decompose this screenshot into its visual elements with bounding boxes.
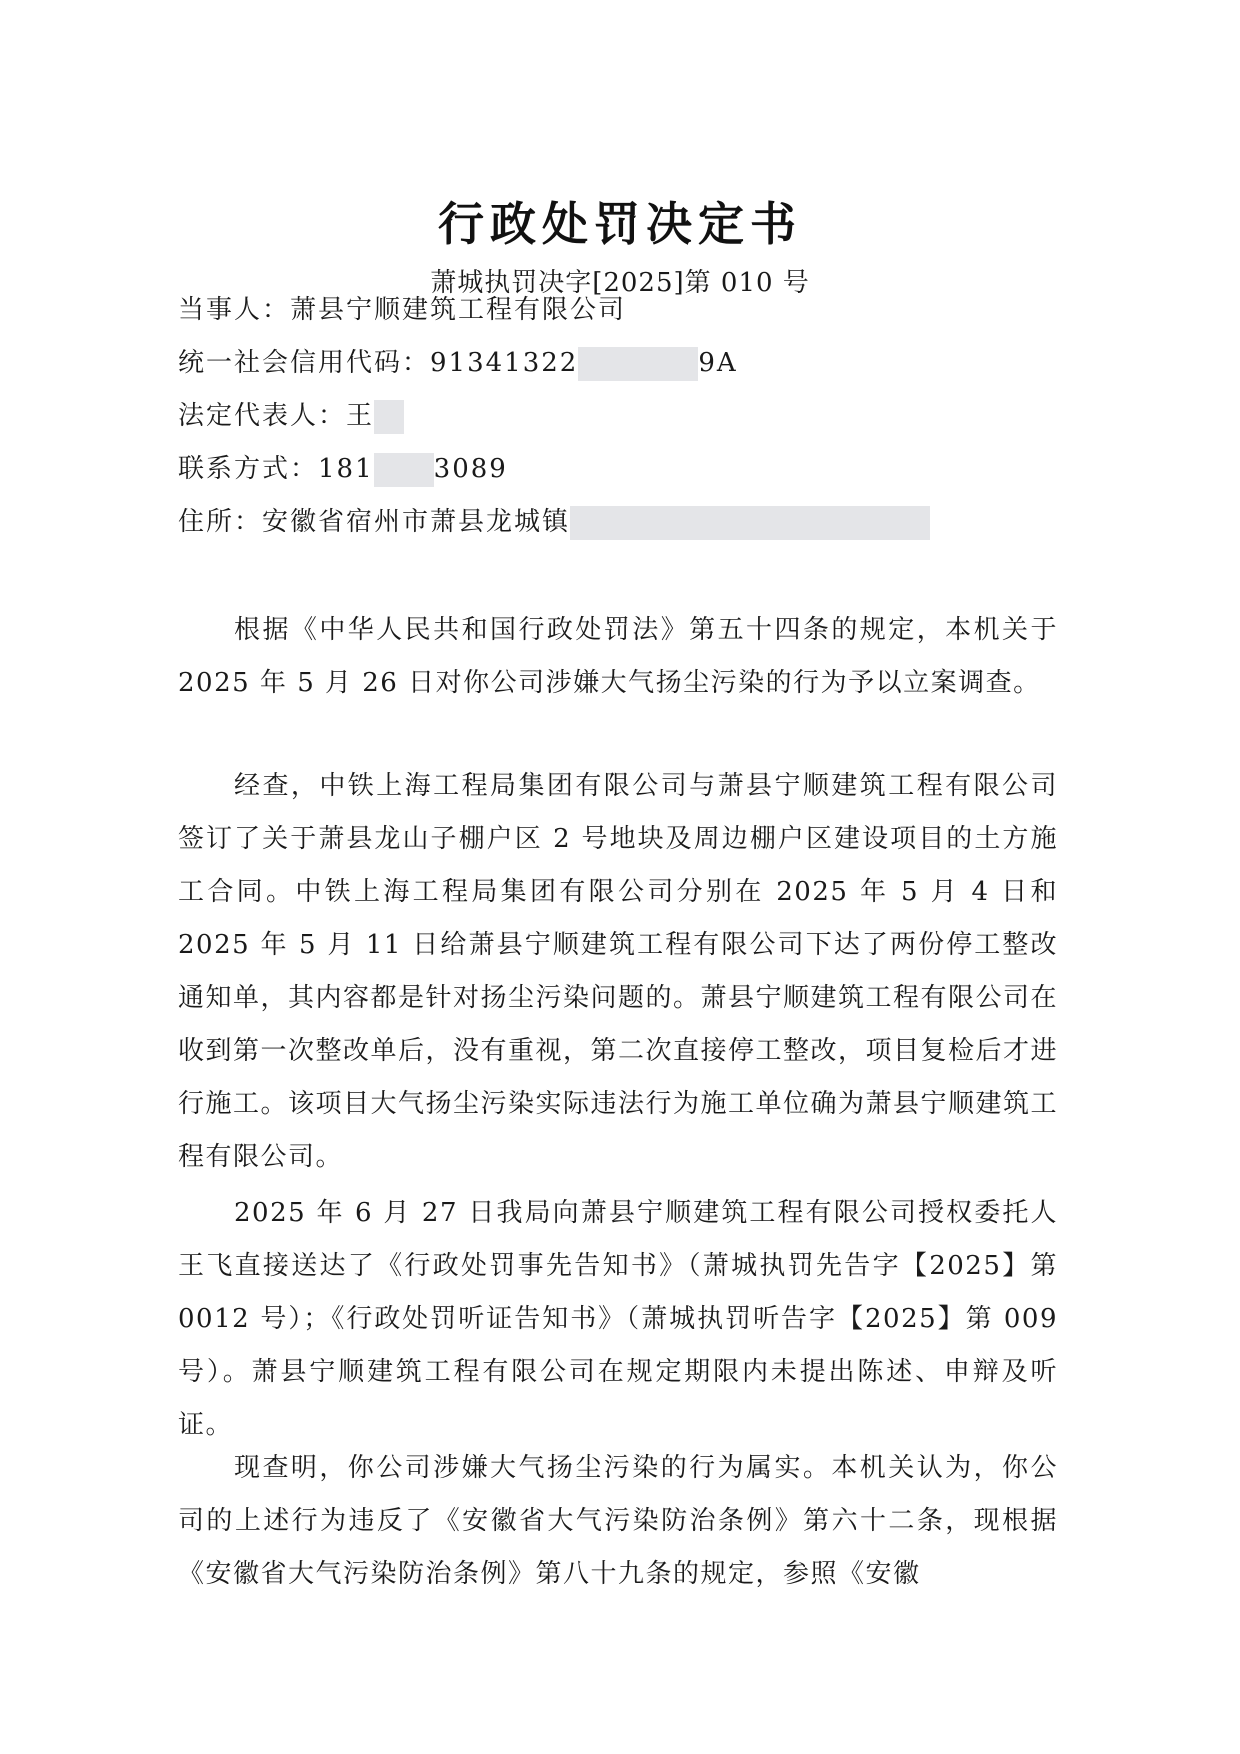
address-line — [178, 502, 930, 542]
address-label: 住所： — [178, 507, 263, 537]
legal-rep-value: 王 — [346, 401, 375, 431]
paragraph: 2025 年 6 月 27 日我局向萧县宁顺建筑工程有限公司授权委托人王飞直接送达了《行政处罚事先告知书》（萧城执罚先告字【2025】第 0012 号）；《行政处罚听证告知书》（萧城执罚听告字【2025】第 009 号）。萧县宁顺建筑工程有限公司在规定期限内未提出陈述、申辩及听证。 — [178, 1198, 1058, 1440]
party-name-value: 萧县宁顺建筑工程有限公司 — [290, 295, 627, 325]
paragraph: 经查，中铁上海工程局集团有限公司与萧县宁顺建筑工程有限公司签订了关于萧县龙山子棚户区 2 号地块及周边棚户区建设项目的土方施工合同。中铁上海工程局集团有限公司分别在 2025 年 5 月 4 日和 2025 年 5 月 11 日给萧县宁顺建筑工程有限公司下达了两份停工整改通知单，其内容都是针对扬尘污染问题的。萧县宁顺建筑工程有限公司在收到第一次整改单后，没有重视，第二次直接停工整改，项目复检后才进行施工。该项目大气扬尘污染实际违法行为施工单位确为萧县宁顺建筑工程有限公司。 — [178, 771, 1059, 1172]
body-text — [178, 1187, 1058, 1452]
document-title: 行政处罚决定书 — [438, 197, 802, 251]
address-value: 安徽省宿州市萧县龙城镇 — [262, 507, 571, 537]
contact-line — [178, 449, 508, 489]
paragraph: 根据《中华人民共和国行政处罚法》第五十四条的规定，本机关于 2025 年 5 月 26 日对你公司涉嫌大气扬尘污染的行为予以立案调查。 — [178, 615, 1058, 698]
party-name-label: 当事人： — [178, 295, 291, 325]
contact-label: 联系方式： — [178, 454, 319, 484]
redaction-mask — [570, 506, 930, 540]
body-text — [178, 604, 1058, 710]
legal-rep-label: 法定代表人： — [178, 401, 347, 431]
contact-suffix: 3089 — [433, 454, 508, 484]
credit-code-line — [178, 343, 738, 383]
credit-code-label: 统一社会信用代码： — [178, 348, 431, 378]
paragraph: 现查明，你公司涉嫌大气扬尘污染的行为属实。本机关认为，你公司的上述行为违反了《安徽省大气污染防治条例》第六十二条，现根据《安徽省大气污染防治条例》第八十九条的规定，参照《安徽 — [178, 1453, 1058, 1589]
redaction-mask — [578, 347, 698, 381]
credit-code-suffix: 9A — [698, 348, 738, 378]
body-text — [178, 1442, 1058, 1601]
body-text — [178, 760, 1058, 1184]
redaction-mask — [374, 453, 434, 487]
party-name-line — [178, 290, 626, 330]
contact-prefix: 181 — [318, 454, 374, 484]
redaction-mask — [374, 400, 404, 434]
document-number: 萧城执罚决字[2025]第 010 号 — [430, 268, 810, 298]
legal-rep-line — [178, 396, 404, 436]
credit-code-prefix: 91341322 — [430, 348, 579, 378]
